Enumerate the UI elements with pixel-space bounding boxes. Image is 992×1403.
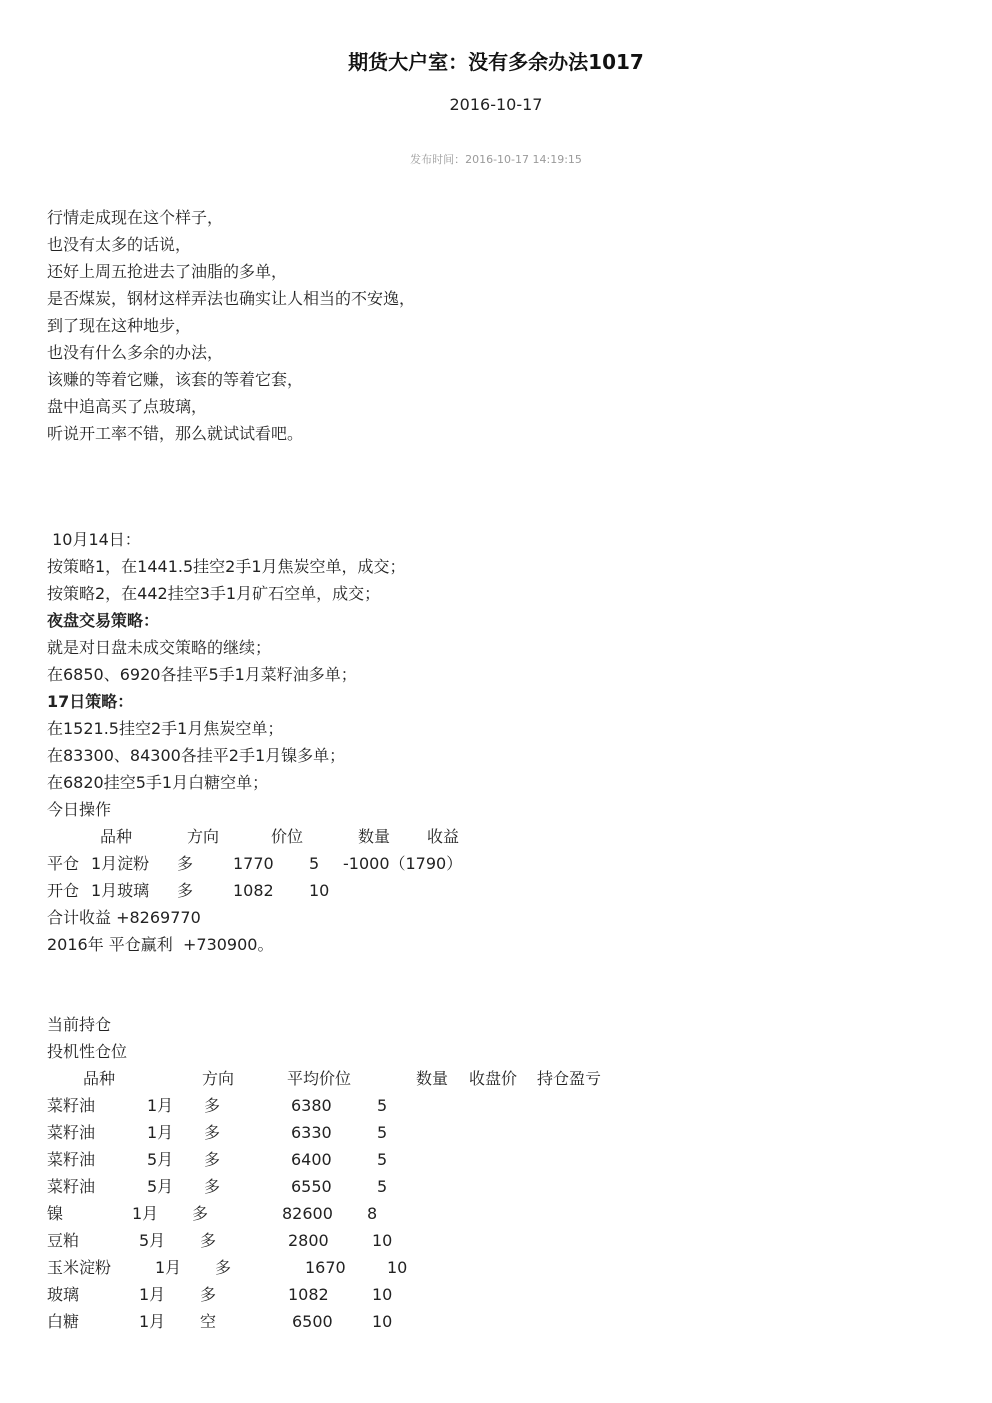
total-profit: 合计收益 +8269770 [47, 908, 201, 927]
cell-price: 1770 [233, 854, 274, 873]
cell-product: 1月玻璃 [91, 881, 150, 900]
strategy-line: 按策略2，在442挂空3手1月矿石空单，成交； [47, 584, 381, 603]
cell-quantity: 10 [372, 1312, 393, 1331]
cell-quantity: 5 [377, 1123, 388, 1142]
col-header: 数量 [416, 1069, 449, 1088]
today-ops-row [47, 877, 947, 904]
night-strategy-heading: 夜盘交易策略： [47, 611, 160, 630]
intro-line: 盘中追高买了点玻璃， [47, 397, 208, 416]
today-ops-header-row [47, 823, 947, 850]
strategy-line: 按策略1，在1441.5挂空2手1月焦炭空单，成交； [47, 557, 406, 576]
position-row [47, 1146, 947, 1173]
col-header: 方向 [187, 827, 220, 846]
col-header: 收盘价 [469, 1069, 518, 1088]
cell-month: 5月 [147, 1150, 174, 1169]
positions-header-row [47, 1065, 947, 1092]
cell-avg-price: 6330 [291, 1123, 332, 1142]
cell-direction: 多 [200, 1231, 217, 1250]
cell-direction: 多 [177, 854, 194, 873]
position-row [47, 1254, 947, 1281]
col-header: 平均价位 [287, 1069, 352, 1088]
strategy-date-heading: 10月14日： [47, 530, 141, 549]
strategy-section [47, 526, 947, 958]
cell-quantity: 10 [309, 881, 330, 900]
cell-quantity: 5 [309, 854, 320, 873]
cell-month: 5月 [139, 1231, 166, 1250]
cell-product: 菜籽油 [47, 1123, 96, 1142]
col-header: 品种 [100, 827, 133, 846]
cell-avg-price: 1082 [288, 1285, 329, 1304]
cell-product: 菜籽油 [47, 1177, 96, 1196]
positions-heading: 当前持仓 [47, 1015, 112, 1034]
cell-month: 1月 [155, 1258, 182, 1277]
cell-month: 5月 [147, 1177, 174, 1196]
today-ops-heading: 今日操作 [47, 800, 112, 819]
cell-month: 1月 [139, 1312, 166, 1331]
cell-product: 白糖 [47, 1312, 80, 1331]
cell-quantity: 5 [377, 1096, 388, 1115]
cell-avg-price: 1670 [305, 1258, 346, 1277]
position-row [47, 1092, 947, 1119]
night-strategy-line: 在6850、6920各挂平5手1月菜籽油多单； [47, 665, 357, 684]
position-row [47, 1200, 947, 1227]
col-header: 持仓盈亏 [537, 1069, 602, 1088]
publish-time: 2016-10-17 14:19:15 [465, 153, 582, 166]
cell-month: 1月 [147, 1096, 174, 1115]
positions-section [47, 1011, 947, 1335]
today-ops-row [47, 850, 947, 877]
cell-avg-price: 6550 [291, 1177, 332, 1196]
cell-direction: 多 [204, 1150, 221, 1169]
cell-quantity: 10 [372, 1285, 393, 1304]
article-date: 2016-10-17 [449, 95, 543, 114]
cell-quantity: 10 [387, 1258, 408, 1277]
cell-direction: 空 [200, 1312, 217, 1331]
positions-subheading: 投机性仓位 [47, 1042, 128, 1061]
cell-action: 开仓 [47, 881, 80, 900]
cell-quantity: 5 [377, 1150, 388, 1169]
cell-price: 1082 [233, 881, 274, 900]
positions-rows [47, 1092, 947, 1335]
publish-label: 发布时间： [410, 153, 466, 166]
col-header: 方向 [202, 1069, 235, 1088]
intro-line: 到了现在这种地步， [47, 316, 192, 335]
intro-line: 还好上周五抢进去了油脂的多单， [47, 262, 288, 281]
cell-month: 1月 [132, 1204, 159, 1223]
cell-avg-price: 6500 [292, 1312, 333, 1331]
intro-line: 也没有什么多余的办法， [47, 343, 224, 362]
col-header: 数量 [358, 827, 391, 846]
intro-line: 也没有太多的话说， [47, 235, 192, 254]
intro-line: 听说开工率不错，那么就试试看吧。 [47, 424, 304, 443]
cell-action: 平仓 [47, 854, 80, 873]
cell-quantity: 5 [377, 1177, 388, 1196]
cell-direction: 多 [204, 1177, 221, 1196]
position-row [47, 1308, 947, 1335]
cell-direction: 多 [177, 881, 194, 900]
cell-avg-price: 82600 [282, 1204, 333, 1223]
col-header: 收益 [427, 827, 460, 846]
day17-strategy-line: 在1521.5挂空2手1月焦炭空单； [47, 719, 284, 738]
cell-avg-price: 2800 [288, 1231, 329, 1250]
publish-info [0, 151, 992, 167]
article-title: 期货大户室：没有多余办法1017 [348, 50, 644, 74]
cell-avg-price: 6400 [291, 1150, 332, 1169]
cell-product: 菜籽油 [47, 1096, 96, 1115]
cell-product: 镍 [47, 1204, 64, 1223]
cell-product: 豆粕 [47, 1231, 80, 1250]
col-header: 价位 [271, 827, 304, 846]
intro-line: 该赚的等着它赚，该套的等着它套， [47, 370, 304, 389]
cell-direction: 多 [215, 1258, 232, 1277]
day17-strategy-line: 在83300、84300各挂平2手1月镍多单； [47, 746, 346, 765]
year-profit: 2016年 平仓赢利 +730900。 [47, 935, 274, 954]
cell-direction: 多 [200, 1285, 217, 1304]
cell-product: 1月淀粉 [91, 854, 150, 873]
col-header: 品种 [83, 1069, 116, 1088]
intro-line: 是否煤炭，钢材这样弄法也确实让人相当的不安逸， [47, 289, 416, 308]
cell-month: 1月 [139, 1285, 166, 1304]
position-row [47, 1227, 947, 1254]
position-row [47, 1119, 947, 1146]
cell-product: 玉米淀粉 [47, 1258, 112, 1277]
cell-product: 玻璃 [47, 1285, 80, 1304]
intro-line: 行情走成现在这个样子， [47, 208, 224, 227]
cell-direction: 多 [192, 1204, 209, 1223]
cell-quantity: 8 [367, 1204, 378, 1223]
cell-avg-price: 6380 [291, 1096, 332, 1115]
cell-month: 1月 [147, 1123, 174, 1142]
day17-strategy-heading: 17日策略： [47, 692, 134, 711]
cell-product: 菜籽油 [47, 1150, 96, 1169]
cell-direction: 多 [204, 1123, 221, 1142]
cell-profit: -1000（1790） [343, 854, 463, 873]
intro-paragraph [47, 204, 947, 447]
night-strategy-line: 就是对日盘未成交策略的继续； [47, 638, 272, 657]
position-row [47, 1281, 947, 1308]
cell-quantity: 10 [372, 1231, 393, 1250]
cell-direction: 多 [204, 1096, 221, 1115]
day17-strategy-line: 在6820挂空5手1月白糖空单； [47, 773, 269, 792]
position-row [47, 1173, 947, 1200]
